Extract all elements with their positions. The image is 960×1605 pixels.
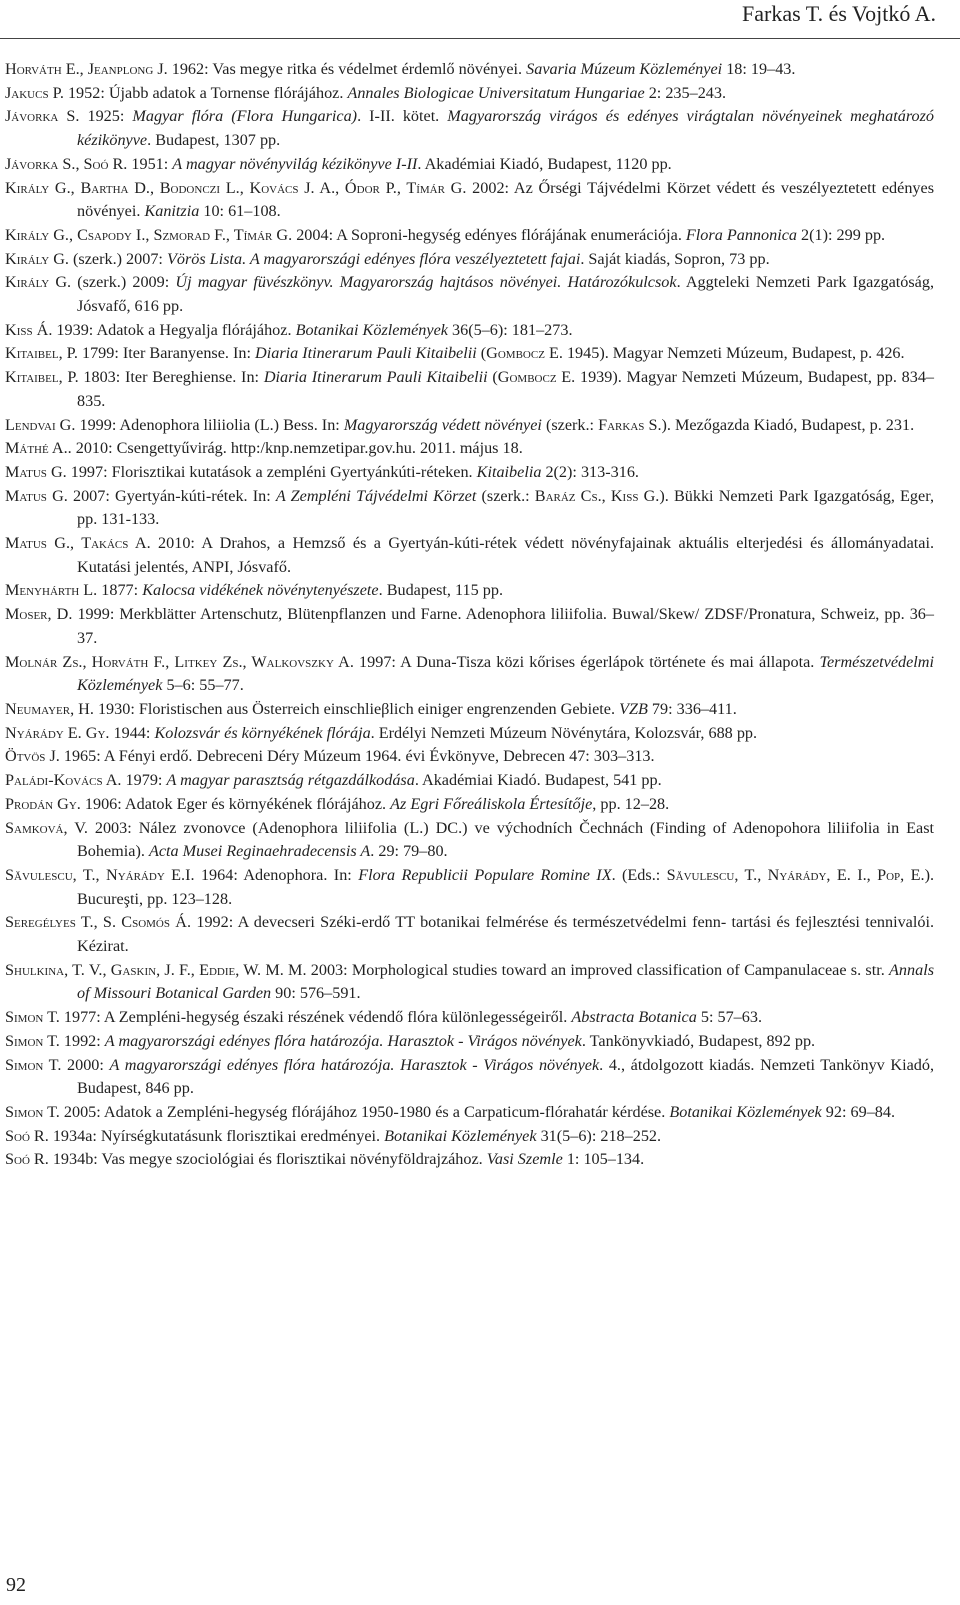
reference-text: 1951: xyxy=(127,154,173,173)
reference-author: Jávorka S., Soó R. xyxy=(5,154,128,173)
reference-author: Simon T. xyxy=(5,1008,60,1027)
reference-title: VZB xyxy=(619,699,648,718)
reference-text: 1877: xyxy=(97,581,143,600)
reference-entry xyxy=(0,58,960,82)
reference-title: Magyar flóra (Flora Hungarica) xyxy=(132,107,358,126)
reference-text: ). Mezőgazda Kiadó, Budapest, p. 231. xyxy=(661,415,915,434)
reference-text: 1964: Adenophora. In: xyxy=(194,865,359,884)
reference-author: Seregélyes T., S. Csomós Á. xyxy=(5,913,192,932)
reference-author: Molnár Zs., Horváth F., Litkey Zs., Walkovszky A. xyxy=(5,652,354,671)
reference-title: Flora Pannonica xyxy=(685,225,797,244)
reference-text: 2007: Gyertyán-kúti-rétek. In: xyxy=(67,486,276,505)
reference-entry xyxy=(0,485,960,532)
reference-entry xyxy=(0,366,960,413)
reference-entry xyxy=(0,1125,960,1149)
reference-author: Săvulescu, T., Nyárády, E. I., Pop, E. xyxy=(666,865,925,884)
reference-author: Ötvös J. xyxy=(5,747,60,766)
reference-text: . (Eds.: xyxy=(611,865,667,884)
reference-text: 1925: xyxy=(79,107,133,126)
reference-text: . I-II. kötet. xyxy=(357,107,448,126)
reference-text: 1952: Újabb adatok a Tornense flórájához. xyxy=(63,83,348,102)
reference-entry xyxy=(0,1054,960,1101)
reference-author: Király G. xyxy=(5,273,72,292)
reference-entry xyxy=(0,153,960,177)
reference-entry xyxy=(0,603,960,650)
reference-text: 2: 235–243. xyxy=(644,83,727,102)
reference-author: Farkas S. xyxy=(598,415,662,434)
reference-author: Kiss Á. xyxy=(5,320,53,339)
reference-text: 10: 61–108. xyxy=(199,202,281,221)
reference-text: 1934a: Nyírségkutatásunk florisztikai eredményei. xyxy=(48,1126,385,1145)
reference-text: . 29: 79–80. xyxy=(370,842,448,861)
reference-author: Máthé A. xyxy=(5,439,68,458)
reference-title: Magyarország védett növényei xyxy=(343,415,542,434)
reference-title: Botanikai Közlemények xyxy=(295,320,448,339)
reference-text: 1930: Floristischen aus Österreich einschlieβlich einiger engrenzenden Gebiete. xyxy=(93,699,620,718)
reference-entry xyxy=(0,793,960,817)
reference-text: 1977: A Zempléni-hegység északi részének védendő flóra különlegességeiről. xyxy=(59,1008,572,1027)
reference-title: Annals of Missouri Botanical Garden xyxy=(77,960,934,1003)
page-number: 92 xyxy=(6,1574,26,1596)
reference-text: 1997: Florisztikai kutatások a zempléni Gyertyánkúti-réteken. xyxy=(66,462,477,481)
reference-author: Jávorka S. xyxy=(5,107,80,126)
reference-text: ). Bükki Nemzeti Park Igazgatóság, Eger, pp. 131-133. xyxy=(77,486,934,529)
reference-text: 1999: Adenophora liliiolia (L.) Bess. In: xyxy=(75,415,344,434)
reference-author: Shulkina, T. V., Gaskin, J. F., Eddie, W. M. M. xyxy=(5,960,307,979)
reference-text: 79: 336–411. xyxy=(647,699,737,718)
reference-text: , pp. 12–28. xyxy=(592,794,670,813)
reference-text: 1906: Adatok Eger és környékének flórájához. xyxy=(80,794,391,813)
reference-text: 2(1): 299 pp. xyxy=(796,225,886,244)
reference-text: 2003: Morphological studies toward an improved classification of Campanulaceae s. str. xyxy=(306,960,890,979)
reference-title: Botanikai Közlemények xyxy=(669,1102,822,1121)
reference-text: 1939). Magyar Nemzeti Múzeum, Budapest, pp. 834–835. xyxy=(77,368,935,410)
reference-author: Neumayer, H. xyxy=(5,699,94,718)
reference-entry xyxy=(0,177,960,224)
reference-text: (szerk.) 2007: xyxy=(68,249,167,268)
reference-entry xyxy=(0,1030,960,1054)
reference-text: . Budapest, 1307 pp. xyxy=(147,131,281,150)
reference-text: 2(2): 313-316. xyxy=(541,462,639,481)
reference-text: 1962: Vas megye ritka és védelmet érdemlő növényei. xyxy=(167,60,527,78)
reference-text: 18: 19–43. xyxy=(722,60,796,78)
reference-title: Új magyar füvészkönyv. Magyarország hajtásos növényei. Határozókulcsok xyxy=(175,273,677,292)
reference-text: . Saját kiadás, Sopron, 73 pp. xyxy=(580,249,770,268)
reference-entry xyxy=(0,1101,960,1125)
reference-text: ( xyxy=(476,344,487,363)
reference-entry xyxy=(0,319,960,343)
reference-title: Kanitzia xyxy=(144,202,200,221)
reference-text: . Akadémiai Kiadó. Budapest, 541 pp. xyxy=(414,771,662,790)
reference-entry xyxy=(0,817,960,864)
reference-title: A magyarországi edényes flóra határozója. Harasztok - Virágos növények xyxy=(104,1031,582,1050)
reference-title: A magyar parasztság rétgazdálkodása xyxy=(166,771,415,790)
reference-text: . Budapest, 115 pp. xyxy=(378,581,503,600)
reference-text: 2005: Adatok a Zempléni-hegység flórájához 1950-1980 és a Carpaticum-flórahatár kérdése. xyxy=(59,1102,670,1121)
reference-author: Prodán Gy. xyxy=(5,794,81,813)
reference-title: Diaria Itinerarum Pauli Kitaibelii xyxy=(263,368,488,387)
reference-author: Simon T. xyxy=(5,1102,60,1121)
reference-author: Moser, D. xyxy=(5,605,73,624)
reference-text: . Erdélyi Nemzeti Múzeum Növénytára, Kolozsvár, 688 pp. xyxy=(370,723,758,742)
reference-text: (szerk.) 2009: xyxy=(71,273,176,292)
reference-text: 1799: Iter Baranyense. In: xyxy=(77,344,256,363)
reference-title: Abstracta Botanica xyxy=(571,1008,697,1027)
reference-text: 1: 105–134. xyxy=(562,1150,645,1169)
header-rule xyxy=(0,38,960,39)
reference-entry xyxy=(0,1006,960,1030)
reference-author: Király G., Csapody I., Szmorad F., Tímár G. xyxy=(5,225,293,244)
reference-title: A Zempléni Tájvédelmi Körzet xyxy=(275,486,477,505)
reference-text: . Tankönyvkiadó, Budapest, 892 pp. xyxy=(581,1031,816,1050)
reference-author: Horváth E., Jeanplong J. xyxy=(5,60,168,78)
reference-entry xyxy=(0,911,960,958)
reference-author: Jakucs P. xyxy=(5,83,64,102)
reference-title: Természetvédelmi Közlemények xyxy=(77,652,934,695)
reference-text: 2002: Az Őrségi Tájvédelmi Körzet védett és veszélyeztetett edényes növényei. xyxy=(77,178,934,221)
reference-author: Simon T. xyxy=(5,1031,60,1050)
reference-author: Samková, V. xyxy=(5,818,88,837)
reference-entry xyxy=(0,769,960,793)
reference-text: 1803: Iter Bereghiense. In: xyxy=(78,368,264,387)
reference-text: 1944: xyxy=(109,723,155,742)
reference-entry xyxy=(0,579,960,603)
reference-title: Diaria Itinerarum Pauli Kitaibelii xyxy=(255,344,477,363)
reference-entry xyxy=(0,959,960,1006)
reference-author: Király G. xyxy=(5,249,69,268)
reference-author: Menyhárth L. xyxy=(5,581,98,600)
reference-author: Baráz Cs., Kiss G. xyxy=(534,486,660,505)
reference-title: Kitaibelia xyxy=(476,462,542,481)
reference-text: (szerk.: xyxy=(476,486,535,505)
reference-text: 1965: A Fényi erdő. Debreceni Déry Múzeum 1964. évi Évkönyve, Debrecen 47: 303–313. xyxy=(59,747,655,766)
reference-title: A magyar növényvilág kézikönyve I-II xyxy=(172,154,418,173)
reference-text: 1992: xyxy=(59,1031,105,1050)
reference-text: 36(5–6): 181–273. xyxy=(447,320,573,339)
reference-entry xyxy=(0,698,960,722)
reference-author: Gombocz E. xyxy=(497,368,576,387)
reference-entry xyxy=(0,461,960,485)
reference-entry xyxy=(0,82,960,106)
reference-text: 31(5–6): 218–252. xyxy=(536,1126,662,1145)
reference-title: Flora Republicii Populare Romine IX xyxy=(358,865,612,884)
reference-title: Acta Musei Reginaehradecensis A xyxy=(148,842,371,861)
reference-entry xyxy=(0,224,960,248)
reference-entry xyxy=(0,342,960,366)
reference-entry xyxy=(0,651,960,698)
reference-text: 1997: A Duna-Tisza közi kőrises égerlápok története és mai állapota. xyxy=(353,652,820,671)
reference-title: Savaria Múzeum Közleményei xyxy=(526,60,723,78)
reference-author: Nyárády E. Gy. xyxy=(5,723,110,742)
reference-text: 1999: Merkblätter Artenschutz, Blütenpflanzen und Farne. Adenophora liliifolia. Buwal/Skew/ ZDSF/Pronatura, Schweiz, pp. 36–37. xyxy=(72,605,934,647)
reference-title: Vasi Szemle xyxy=(486,1150,563,1169)
reference-title: Az Egri Főreáliskola Értesítője xyxy=(390,794,593,813)
reference-text: 2010: A Drahos, a Hemzső és a Gyertyán-kúti-rétek védett növényfajainak aktuális elterjedési és állományadatai. Kutatási jelentés, ANPI, Jósvafő. xyxy=(77,534,934,576)
reference-text: 5: 57–63. xyxy=(696,1008,763,1027)
reference-text: (szerk.: xyxy=(541,415,599,434)
reference-text: 92: 69–84. xyxy=(821,1102,896,1121)
running-head: Farkas T. és Vojtkó A. xyxy=(742,1,936,26)
reference-title: Botanikai Közlemények xyxy=(384,1126,537,1145)
reference-author: Király G., Bartha D., Bodonczi L., Kovács J. A., Ódor P., Tímár G. xyxy=(5,178,467,197)
reference-text: ( xyxy=(487,368,498,387)
reference-text: 1939: Adatok a Hegyalja flórájához. xyxy=(52,320,296,339)
reference-entry xyxy=(0,532,960,579)
reference-text: . Akadémiai Kiadó, Budapest, 1120 pp. xyxy=(417,154,672,173)
reference-text: 1934b: Vas megye szociológiai és florisztikai növényföldrajzához. xyxy=(48,1150,487,1169)
reference-author: Soó R. xyxy=(5,1150,49,1169)
reference-text: 5–6: 55–77. xyxy=(162,676,244,695)
reference-list xyxy=(0,58,960,1172)
reference-title: Magyarország virágos és edényes virágtalan növényeinek meghatározó kézikönyve xyxy=(77,107,934,150)
reference-title: Annales Biologicae Universitatum Hungariae xyxy=(347,83,645,102)
reference-entry xyxy=(0,1148,960,1172)
reference-author: Matus G. xyxy=(5,486,68,505)
reference-text: 1945). Magyar Nemzeti Múzeum, Budapest, p. 426. xyxy=(562,344,905,363)
reference-author: Simon T. xyxy=(5,1055,62,1074)
reference-text: . Aggteleki Nemzeti Park Igazgatóság, Jósvafő, 616 pp. xyxy=(77,273,934,316)
reference-text: 2000: xyxy=(61,1055,110,1074)
reference-text: . 2010: Csengettyűvirág. http:/knp.nemzetipar.gov.hu. 2011. május 18. xyxy=(67,439,523,458)
reference-author: Paládi-Kovács A. xyxy=(5,771,122,790)
reference-entry xyxy=(0,105,960,152)
reference-entry xyxy=(0,745,960,769)
reference-title: Kolozsvár és környékének flórája xyxy=(154,723,371,742)
reference-entry xyxy=(0,271,960,318)
reference-author: Matus G. xyxy=(5,462,67,481)
reference-text: 1979: xyxy=(121,771,167,790)
reference-text: 1992: A devecseri Széki-erdő TT botanikai felmérése és természetvédelmi fenn- tartási és fejlesztési tennivalói. Kézirat. xyxy=(77,913,934,956)
reference-author: Kitaibel, P. xyxy=(5,368,79,387)
reference-entry xyxy=(0,437,960,461)
reference-title: A magyarországi edényes flóra határozója. Harasztok - Virágos növények xyxy=(109,1055,600,1074)
reference-author: Săvulescu, T., Nyárády E.I. xyxy=(5,865,195,884)
reference-author: Matus G., Takács A. xyxy=(5,534,151,553)
reference-entry xyxy=(0,864,960,911)
reference-title: Kalocsa vidékének növénytenyészete xyxy=(142,581,379,600)
reference-entry xyxy=(0,248,960,272)
reference-text: 90: 576–591. xyxy=(271,984,361,1003)
reference-entry xyxy=(0,722,960,746)
reference-title: Vörös Lista. A magyarországi edényes flóra veszélyeztetett fajai xyxy=(166,249,581,268)
reference-author: Lendvai G. xyxy=(5,415,76,434)
reference-author: Soó R. xyxy=(5,1126,49,1145)
reference-author: Kitaibel, P. xyxy=(5,344,78,363)
reference-text: . 4., átdolgozott kiadás. Nemzeti Tankönyv Kiadó, Budapest, 846 pp. xyxy=(77,1055,934,1098)
reference-text: 2003: Nález zvonovce (Adenophora liliifolia (L.) DC.) ve východních Čechnách (Finding of Adenopohora liliifolia in East Bohemia). xyxy=(77,818,935,861)
reference-text: 2004: A Soproni-hegység edényes flórájának enumerációja. xyxy=(292,225,686,244)
reference-entry xyxy=(0,414,960,438)
reference-text: ). Bucureşti, pp. 123–128. xyxy=(77,865,934,908)
reference-author: Gombocz E. xyxy=(486,344,563,363)
